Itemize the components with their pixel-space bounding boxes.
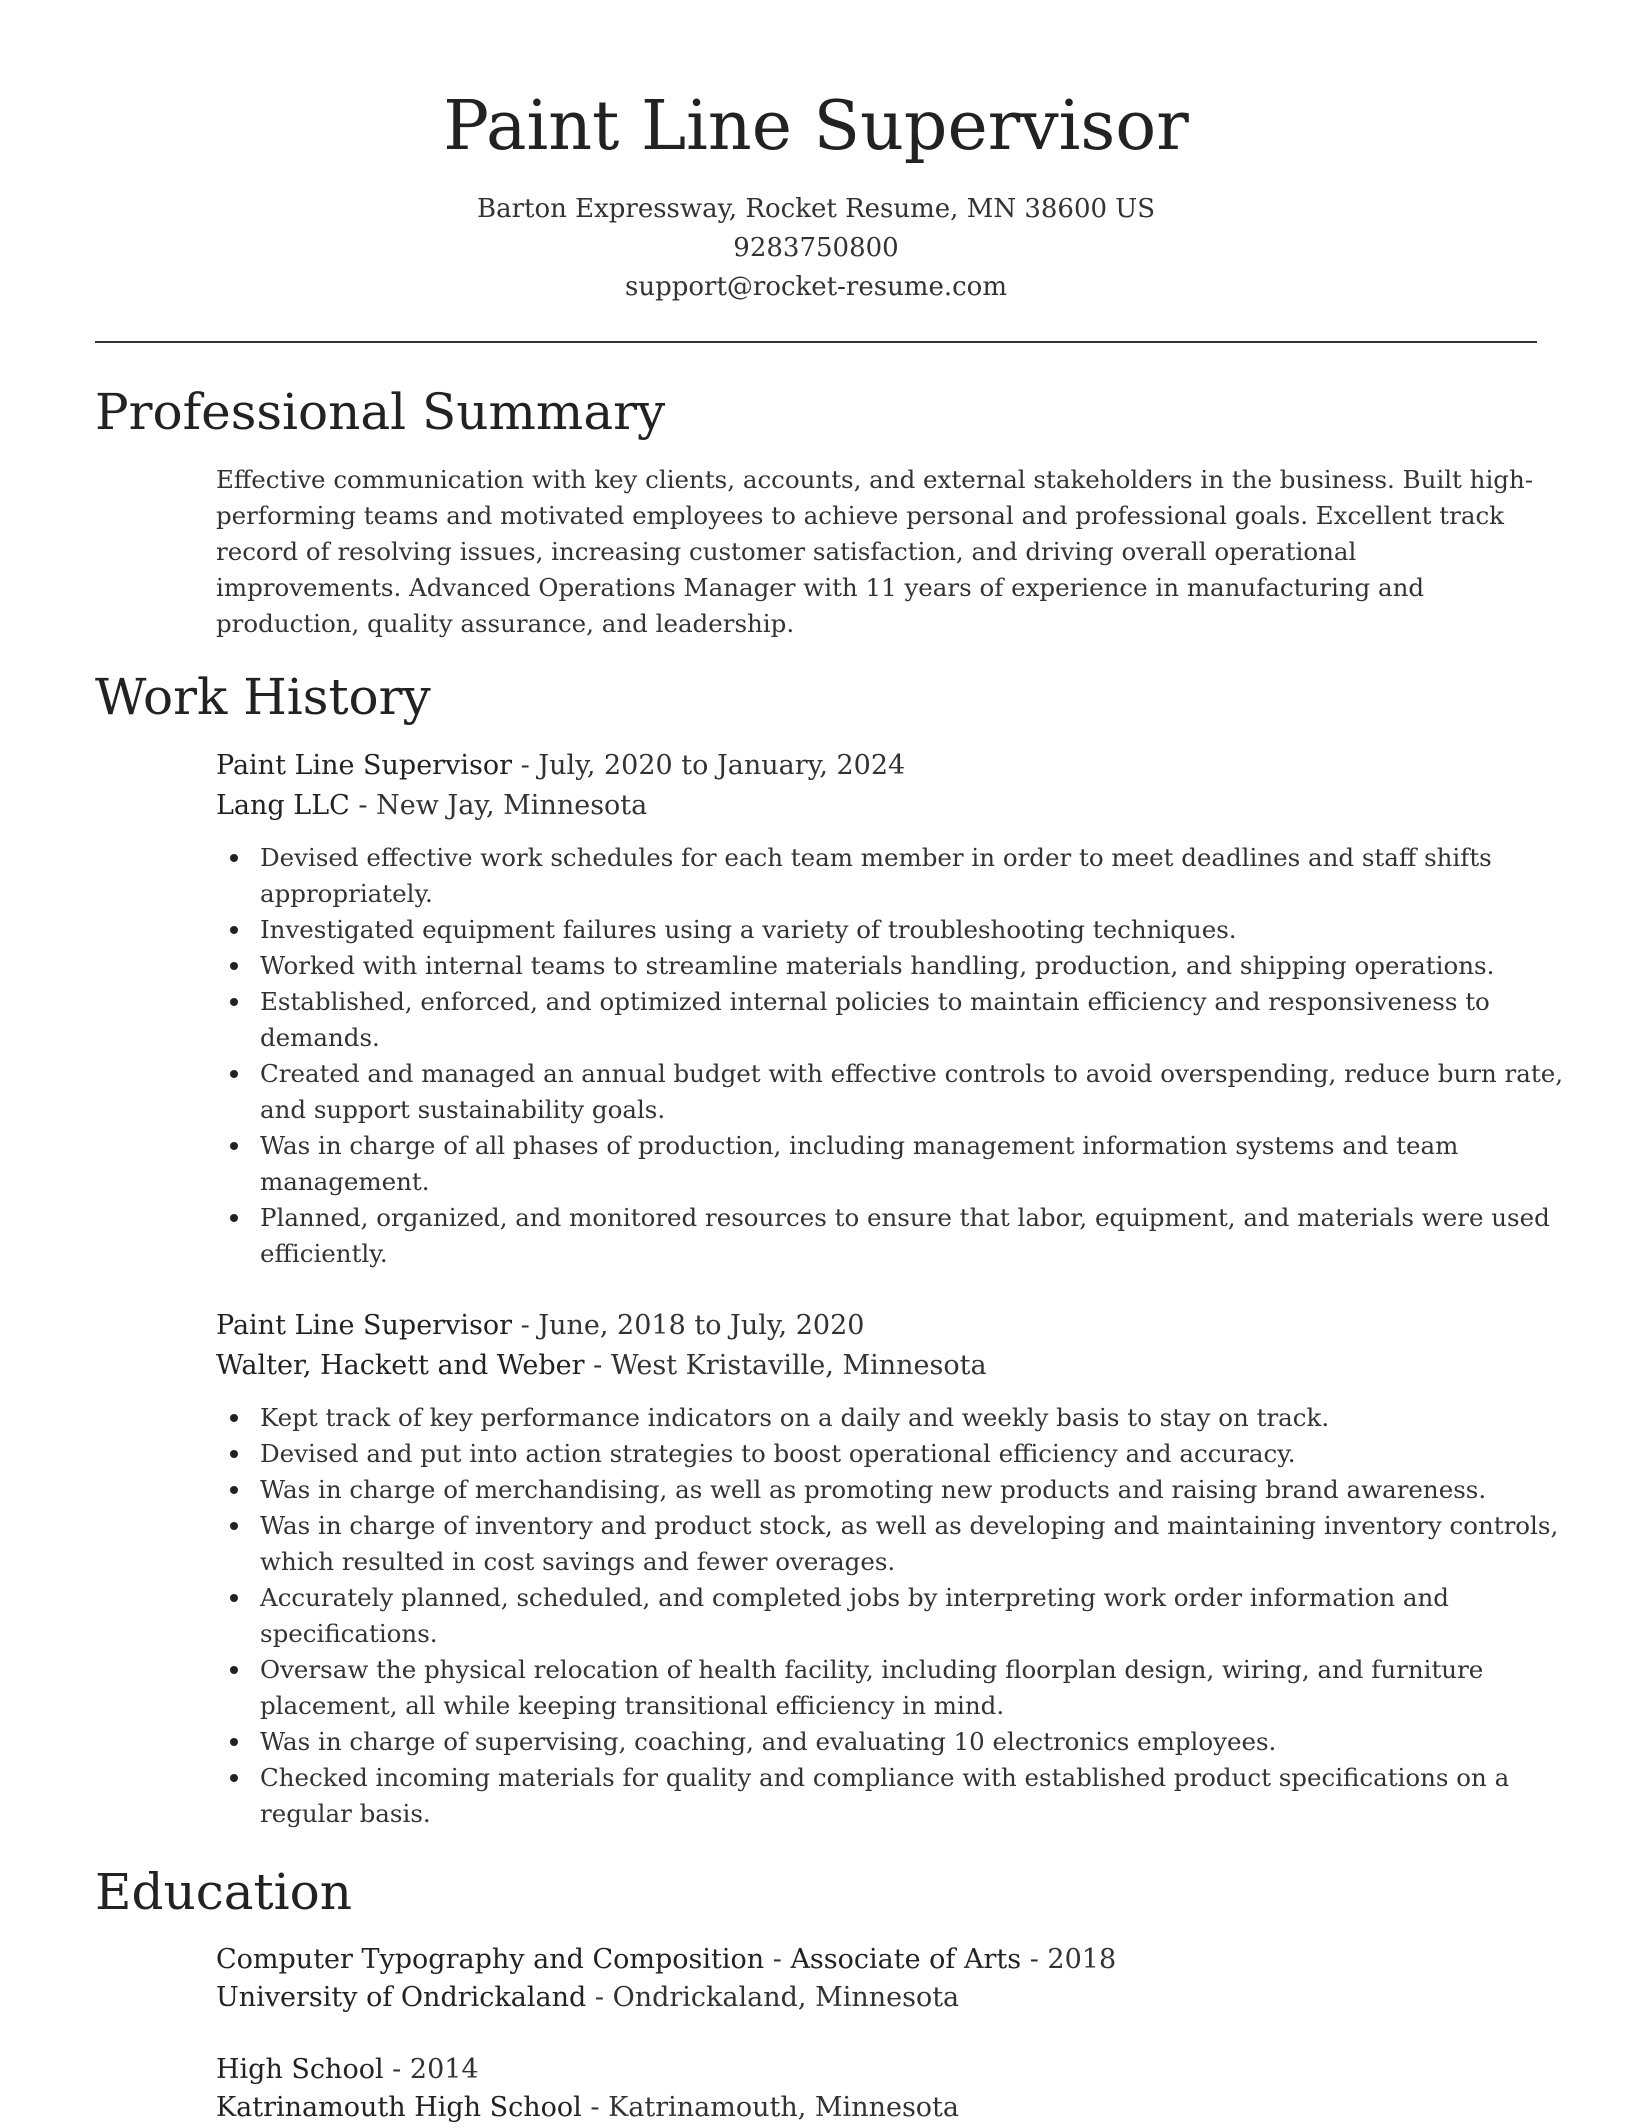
section-title-work-history: Work History (95, 668, 431, 726)
education-school: Katrinamouth High School (216, 2092, 582, 2123)
job-location: West Kristaville, Minnesota (610, 1350, 987, 1381)
list-item: Devised and put into action strategies to boost operational efficiency and accuracy. (260, 1436, 1590, 1472)
job-position: Paint Line Supervisor (216, 750, 512, 781)
education-year: 2018 (1047, 1944, 1117, 1975)
job-company: Lang LLC (216, 790, 350, 821)
job-company-line (216, 786, 647, 826)
separator: - (1021, 1944, 1048, 1975)
list-item: Was in charge of merchandising, as well as promoting new products and raising brand awareness. (260, 1472, 1590, 1508)
job-location: New Jay, Minnesota (376, 790, 648, 821)
list-item: Oversaw the physical relocation of health facility, including floorplan design, wiring, and furniture placement, all while keeping transitional efficiency in mind. (260, 1652, 1590, 1724)
education-degree-line (216, 2050, 479, 2090)
contact-info (0, 190, 1632, 307)
separator: - (584, 1350, 611, 1381)
job-position: Paint Line Supervisor (216, 1310, 512, 1341)
list-item: Was in charge of inventory and product stock, as well as developing and maintaining inventory controls, which resulted in cost savings and fewer overages. (260, 1508, 1590, 1580)
header-divider (95, 341, 1537, 343)
education-school-line (216, 2088, 959, 2128)
education-location: Ondrickaland, Minnesota (612, 1982, 960, 2013)
address: Barton Expressway, Rocket Resume, MN 38600 US (476, 194, 1156, 224)
education-year: 2014 (409, 2054, 479, 2085)
education-degree: High School (216, 2054, 384, 2085)
list-item: Was in charge of all phases of production, including management information systems and team management. (260, 1128, 1590, 1200)
separator: - (349, 790, 377, 821)
job-title-line (216, 746, 905, 786)
list-item: Worked with internal teams to streamline materials handling, production, and shipping operations. (260, 948, 1590, 984)
separator: - (586, 1982, 613, 2013)
list-item: Kept track of key performance indicators on a daily and weekly basis to stay on track. (260, 1400, 1590, 1436)
job-title-line (216, 1306, 864, 1346)
job-bullet-list (216, 840, 1590, 1272)
job-bullet-list (216, 1400, 1590, 1832)
section-title-summary: Professional Summary (95, 383, 666, 441)
education-detail: Associate of Arts (790, 1944, 1022, 1975)
email-address: support@rocket-resume.com (624, 272, 1007, 302)
job-company-line (216, 1346, 987, 1386)
job-dates: June, 2018 to July, 2020 (538, 1310, 865, 1341)
list-item: Was in charge of supervising, coaching, and evaluating 10 electronics employees. (260, 1724, 1590, 1760)
separator: - (581, 2092, 609, 2123)
list-item: Accurately planned, scheduled, and completed jobs by interpreting work order information and specifications. (260, 1580, 1590, 1652)
separator: - (512, 750, 539, 781)
education-school-line (216, 1978, 959, 2018)
candidate-name: Paint Line Supervisor (443, 87, 1189, 166)
list-item: Established, enforced, and optimized internal policies to maintain efficiency and responsiveness to demands. (260, 984, 1590, 1056)
job-company: Walter, Hackett and Weber (216, 1350, 585, 1381)
list-item: Devised effective work schedules for each team member in order to meet deadlines and staff shifts appropriately. (260, 840, 1590, 912)
resume-header (0, 0, 1632, 307)
education-location: Katrinamouth, Minnesota (608, 2092, 960, 2123)
education-degree-line (216, 1940, 1116, 1980)
list-item: Planned, organized, and monitored resources to ensure that labor, equipment, and materials were used efficiently. (260, 1200, 1590, 1272)
education-degree: Computer Typography and Composition (216, 1944, 765, 1975)
list-item: Created and managed an annual budget with effective controls to avoid overspending, reduce burn rate, and support sustainability goals. (260, 1056, 1590, 1128)
phone-number: 9283750800 (733, 233, 899, 263)
list-item: Investigated equipment failures using a variety of troubleshooting techniques. (260, 912, 1590, 948)
separator: - (512, 1310, 539, 1341)
separator: - (383, 2054, 410, 2085)
list-item: Checked incoming materials for quality and compliance with established product specifications on a regular basis. (260, 1760, 1590, 1832)
separator: - (764, 1944, 791, 1975)
section-title-education: Education (95, 1863, 352, 1921)
job-dates: July, 2020 to January, 2024 (538, 750, 906, 781)
education-school: University of Ondrickaland (216, 1982, 587, 2013)
summary-text: Effective communication with key clients, accounts, and external stakeholders in the business. Built high-performing teams and motivated employees to achieve personal and professional goals. Excellent track record of resolving issues, increasing customer satisfaction, and driving overall operational improvements. Advanced Operations Manager with 11 years of experience in manufacturing and production, quality assurance, and leadership. (216, 465, 1534, 638)
